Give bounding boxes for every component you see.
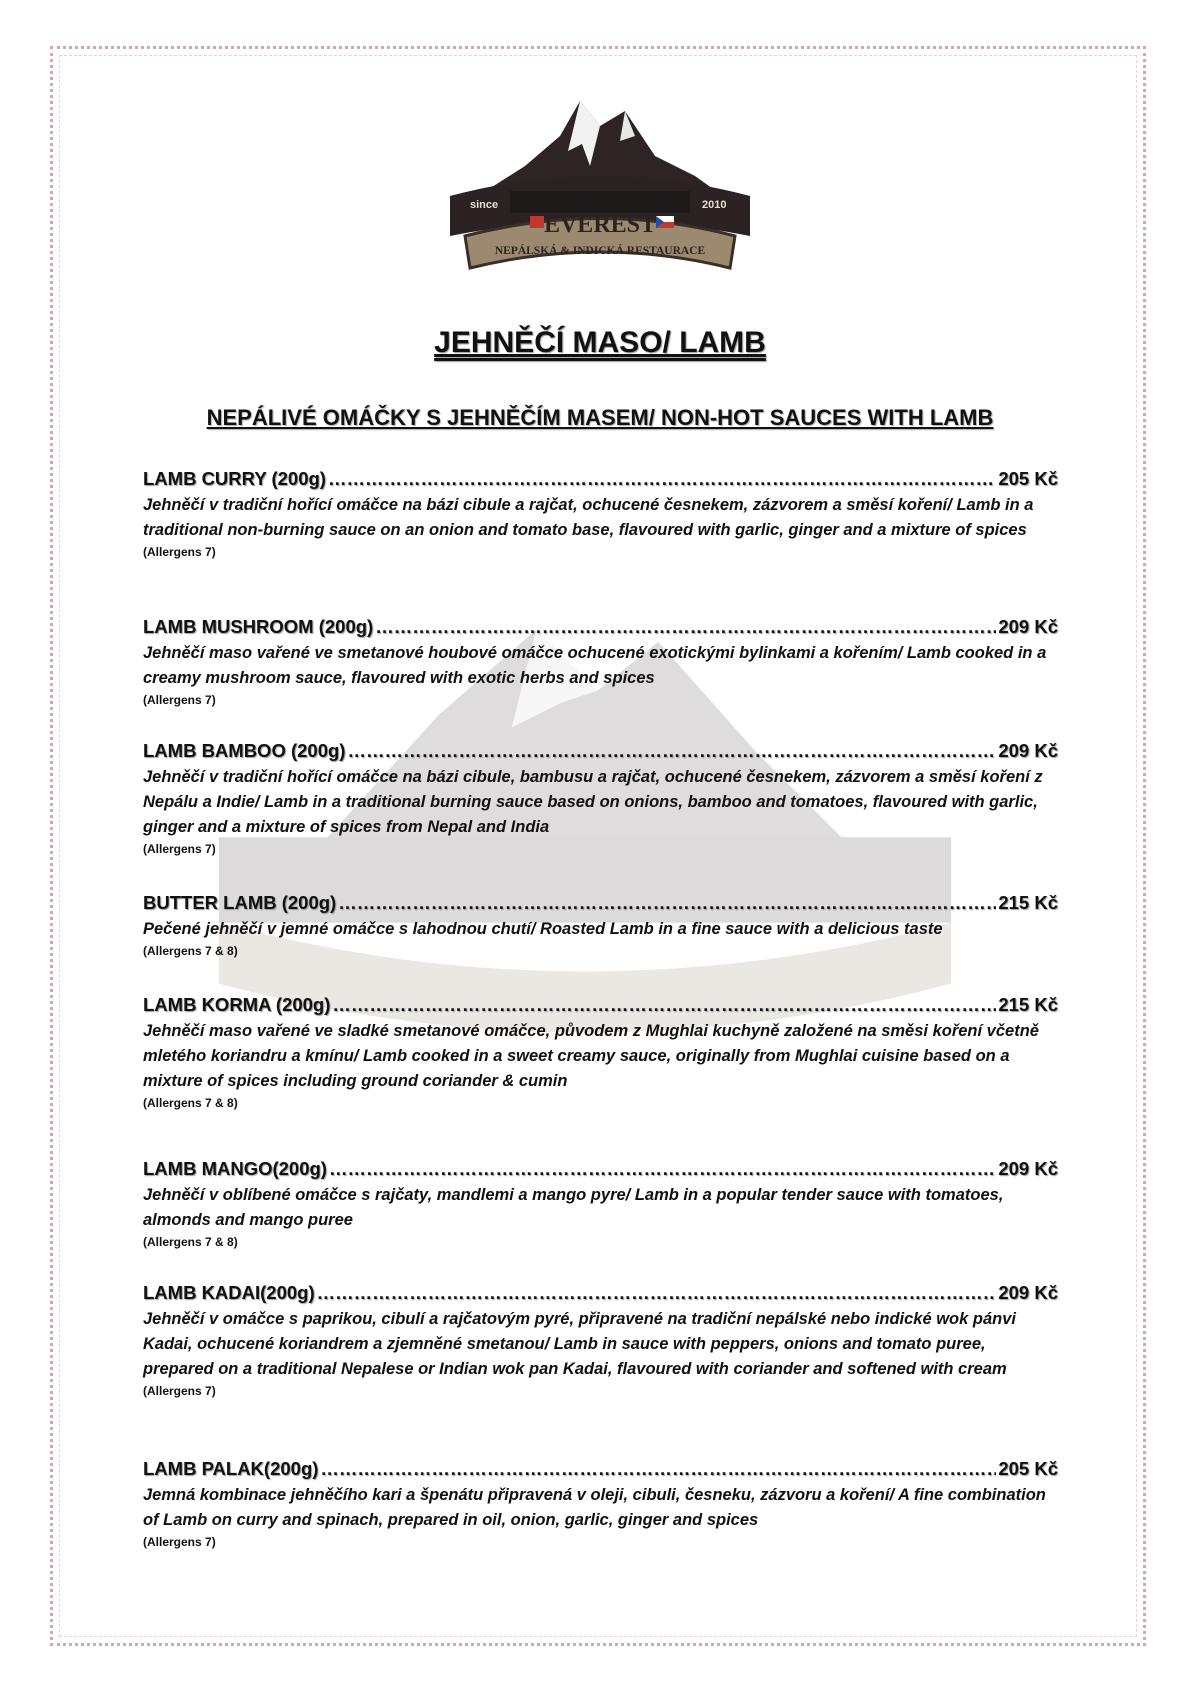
item-name: LAMB KORMA (200g): [143, 994, 331, 1015]
item-price: 209 Kč: [998, 1282, 1058, 1303]
dot-leader: [347, 740, 996, 762]
page-title: JEHNĚČÍ MASO/ LAMB: [434, 326, 766, 359]
item-allergens: (Allergens 7 & 8): [143, 944, 238, 958]
item-price: 205 Kč: [998, 1458, 1058, 1479]
menu-item: [143, 740, 1058, 856]
menu-item: [143, 468, 1058, 559]
item-allergens: (Allergens 7): [143, 1535, 216, 1549]
menu-item: [143, 994, 1058, 1110]
item-price: 215 Kč: [998, 892, 1058, 913]
item-allergens: (Allergens 7 & 8): [143, 1235, 238, 1249]
item-description: Jehněčí v tradiční hořící omáčce na bázi cibule a rajčat, ochucené česnekem, zázvorem a směsí koření/ Lamb in a traditional non-burning sauce on an onion and tomato base, flavoured with garlic, ginger and a mixture of spices: [143, 496, 1034, 539]
logo-tagline: NEPÁLSKÁ & INDICKÁ RESTAURACE: [494, 245, 706, 257]
item-price: 205 Kč: [998, 468, 1058, 489]
item-price: 215 Kč: [998, 994, 1058, 1015]
item-description: Jehněčí v oblíbené omáčce s rajčaty, mandlemi a mango pyre/ Lamb in a popular tender sauce with tomatoes, almonds and mango puree: [143, 1186, 1004, 1229]
item-description: Jehněčí maso vařené ve smetanové houbové omáčce ochucené exotickými bylinkami a kořením/ Lamb cooked in a creamy mushroom sauce, flavoured with exotic herbs and spices: [143, 644, 1047, 687]
item-description: Jehněčí v omáčce s paprikou, cibulí a rajčatovým pyré, připravené na tradiční nepálské nebo indické wok pánvi Kadai, ochucené koriandrem a zjemněné smetanou/ Lamb in sauce with peppers, onions and tomato puree, prepared on a traditional Nepalese or Indian wok pan Kadai, flavoured with coriander and softened with cream: [143, 1310, 1016, 1378]
item-name: BUTTER LAMB (200g): [143, 892, 337, 913]
menu-item: [143, 892, 1058, 958]
item-allergens: (Allergens 7): [143, 1384, 216, 1398]
item-price: 209 Kč: [998, 616, 1058, 637]
item-name: LAMB PALAK(200g): [143, 1458, 319, 1479]
menu-item: [143, 1158, 1058, 1249]
item-name: LAMB MANGO(200g): [143, 1158, 327, 1179]
item-allergens: (Allergens 7): [143, 842, 216, 856]
dot-leader: [375, 616, 996, 638]
menu-item: [143, 616, 1058, 707]
section-subtitle: NEPÁLIVÉ OMÁČKY S JEHNĚČÍM MASEM/ NON-HOT SAUCES WITH LAMB: [206, 405, 994, 430]
item-allergens: (Allergens 7): [143, 545, 216, 559]
logo-name: EVEREST: [543, 212, 657, 238]
item-allergens: (Allergens 7 & 8): [143, 1096, 238, 1110]
item-description: Jehněčí maso vařené ve sladké smetanové omáčce, původem z Mughlai kuchyně založené na směsi koření včetně mletého koriandru a kmínu/ Lamb cooked in a sweet creamy sauce, originally from Mughlai cuisine based on a mixture of spices including ground coriander & cumin: [143, 1022, 1039, 1090]
item-description: Jemná kombinace jehněčího kari a špenátu připravená v oleji, cibuli, česneku, zázvoru a koření/ A fine combination of Lamb on curry and spinach, prepared in oil, onion, garlic, ginger and spices: [143, 1486, 1046, 1529]
item-description: Jehněčí v tradiční hořící omáčce na bázi cibule, bambusu a rajčat, ochucené česnekem, zázvorem a směsí koření z Nepálu a Indie/ Lamb in a traditional burning sauce based on onions, bamboo and tomatoes, flavoured with garlic, ginger and a mixture of spices from Nepal and India: [143, 768, 1043, 836]
dot-leader: [317, 1282, 997, 1304]
nepal-flag-icon: [530, 216, 544, 228]
dot-leader: [332, 994, 996, 1016]
dot-leader: [329, 1158, 996, 1180]
everest-logo: [430, 96, 770, 296]
logo-year: 2010: [702, 199, 727, 211]
dot-leader: [338, 892, 996, 914]
item-name: LAMB CURRY (200g): [143, 468, 326, 489]
dot-leader: [320, 1458, 996, 1480]
item-name: LAMB MUSHROOM (200g): [143, 616, 374, 637]
menu-item: [143, 1458, 1058, 1549]
item-name: LAMB BAMBOO (200g): [143, 740, 346, 761]
item-description: Pečené jehněčí v jemné omáčce s lahodnou chutí/ Roasted Lamb in a fine sauce with a delicious taste: [143, 920, 943, 938]
dot-leader: [328, 468, 996, 490]
item-price: 209 Kč: [998, 1158, 1058, 1179]
item-name: LAMB KADAI(200g): [143, 1282, 315, 1303]
logo-since: since: [470, 199, 499, 211]
item-price: 209 Kč: [998, 740, 1058, 761]
menu-item: [143, 1282, 1058, 1398]
item-allergens: (Allergens 7): [143, 693, 216, 707]
